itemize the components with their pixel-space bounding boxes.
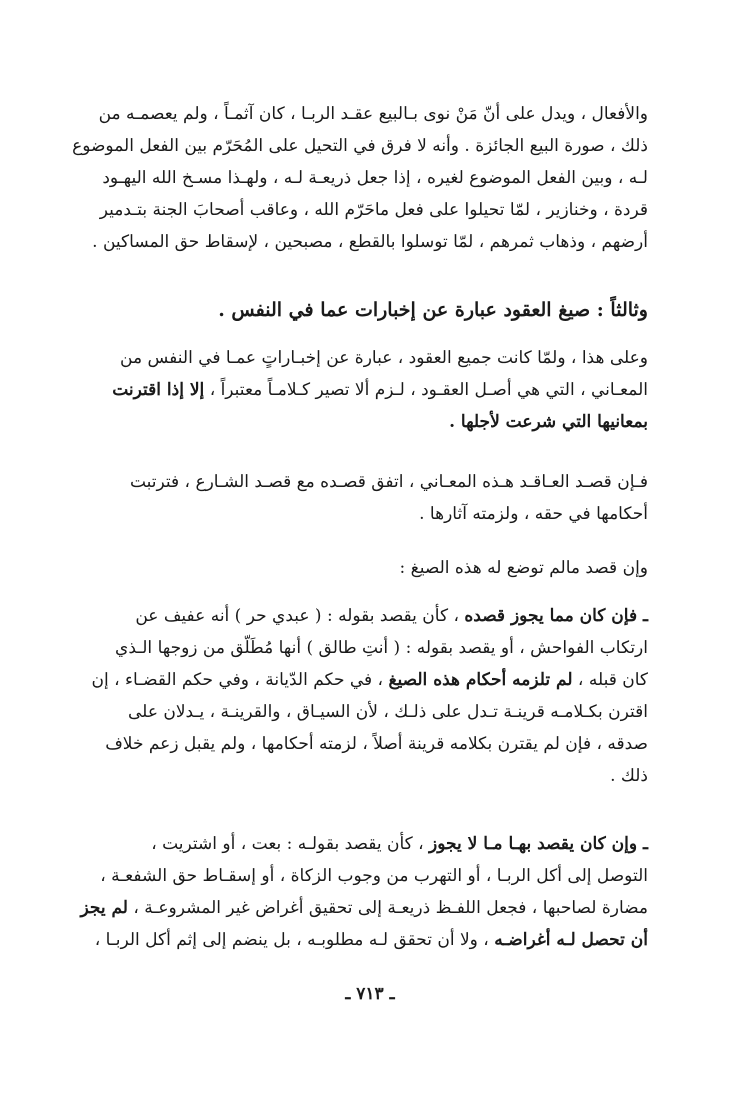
text-line <box>92 374 648 406</box>
paragraph-unintended-forms <box>92 552 648 584</box>
text-line: وإن قصد مالم توضع له هذه الصيغ : <box>399 558 648 578</box>
text-line: فـإن قصـد العـاقـد هـذه المعـاني ، اتفق قصـده مع قصـد الشـارع ، فترتبت <box>129 472 648 492</box>
text-line <box>92 664 648 696</box>
section-heading: وثالثاً : صيغ العقود عبارة عن إخبارات عما في النفس . <box>218 299 648 321</box>
text-line: التوصل إلى أكل الربـا ، أو التهرب من وجوب الزكاة ، أو إسقـاط حق الشفعـة ، <box>100 866 648 886</box>
text-line: والأفعال ، ويدل على أنّ مَنْ نوى بـالبيع عقـد الربـا ، كان آثمـاً ، ولم يعصمـه من <box>98 104 648 124</box>
bold-phrase: أن تحصل لـه أغراضـه <box>494 930 648 950</box>
text-line <box>80 892 648 924</box>
text-line: اقترن بكـلامـه قرينـة تـدل على ذلـك ، لأن السيـاق ، والقرينـة ، يـدلان على <box>128 702 648 722</box>
text-line: صدقه ، فإن لم يقترن بكلامه قرينة أصلاً ، لزمته أحكامها ، ولم يقبل زعم خلاف <box>105 734 648 754</box>
text-line <box>92 406 648 438</box>
text-segment: ، ولا أن تحقق لـه مطلوبـه ، بل ينضم إلى إثم أكل الربـا ، <box>94 930 495 950</box>
text-line <box>92 828 648 860</box>
bold-phrase: بمعانيها التي شرعت لأجلها . <box>449 412 648 432</box>
text-line: ذلك ، صورة البيع الجائزة . وأنه لا فرق في التحيل على المُحَرّم بين الفعل الموضوع <box>72 136 648 156</box>
text-segment: ، كأن يقصد بقوله : ( عبدي حر ) أنه عفيف عن <box>135 606 465 626</box>
text-line: أرضهم ، وذهاب ثمرهم ، لمّا توسلوا بالقطع ، مصبحين ، لإسقاط حق المساكين . <box>92 232 648 252</box>
text-line: لـه ، وبين الفعل الموضوع لغيره ، إذا جعل ذريعـة لـه ، ولهـذا مسـخ الله اليهـود <box>102 168 648 188</box>
text-segment: المعـاني ، التي هي أصـل العقـود ، لـزم ألا تصير كـلامـاً معتبراً ، <box>209 380 648 400</box>
bold-phrase: لم يجز <box>80 898 128 918</box>
text-line: ذلك . <box>610 766 648 786</box>
bold-phrase: ـ وإن كان يقصد بهـا مـا لا يجوز <box>429 834 648 854</box>
paragraph-intent-matches <box>92 466 648 530</box>
text-segment: مضارة لصاحبها ، فجعل اللفـظ ذريعـة إلى تحقيق أغراض غير المشروعـة ، <box>127 898 648 918</box>
text-line <box>92 600 648 632</box>
text-line: قردة ، وخنازير ، لمّا تحيلوا على فعل ماحَرّم الله ، وعاقب أصحابَ الجنة بتـدمير <box>99 200 648 220</box>
text-line: وعلى هذا ، ولمّا كانت جميع العقود ، عبارة عن إخبـاراتٍ عمـا في النفس من <box>120 348 648 368</box>
paragraph-contracts-expressions <box>92 342 648 438</box>
page-number: ـ ٧١٣ ـ <box>345 984 395 1004</box>
paragraph-impermissible-intent <box>80 828 648 956</box>
bold-phrase: لم تلزمه أحكام هذه الصيغ <box>388 670 573 690</box>
bold-phrase: إلا إذا اقترنت <box>112 380 205 400</box>
text-line: ارتكاب الفواحش ، أو يقصد بقوله : ( أنتِ طالق ) أنها مُطَلّق من زوجها الـذي <box>115 638 648 658</box>
text-line <box>92 924 648 956</box>
paragraph-permissible-intent <box>92 600 648 792</box>
text-segment: ، كأن يقصد بقولـه : بعت ، أو اشتريت ، <box>151 834 430 854</box>
paragraph-usury-intent <box>72 98 648 258</box>
text-line: أحكامها في حقه ، ولزمته آثارها . <box>419 504 648 524</box>
bold-phrase: ـ فإن كان مما يجوز قصده <box>464 606 648 626</box>
text-segment: ، في حكم الدّيانة ، وفي حكم القضـاء ، إن <box>91 670 389 690</box>
text-segment: كان قبله ، <box>572 670 648 690</box>
